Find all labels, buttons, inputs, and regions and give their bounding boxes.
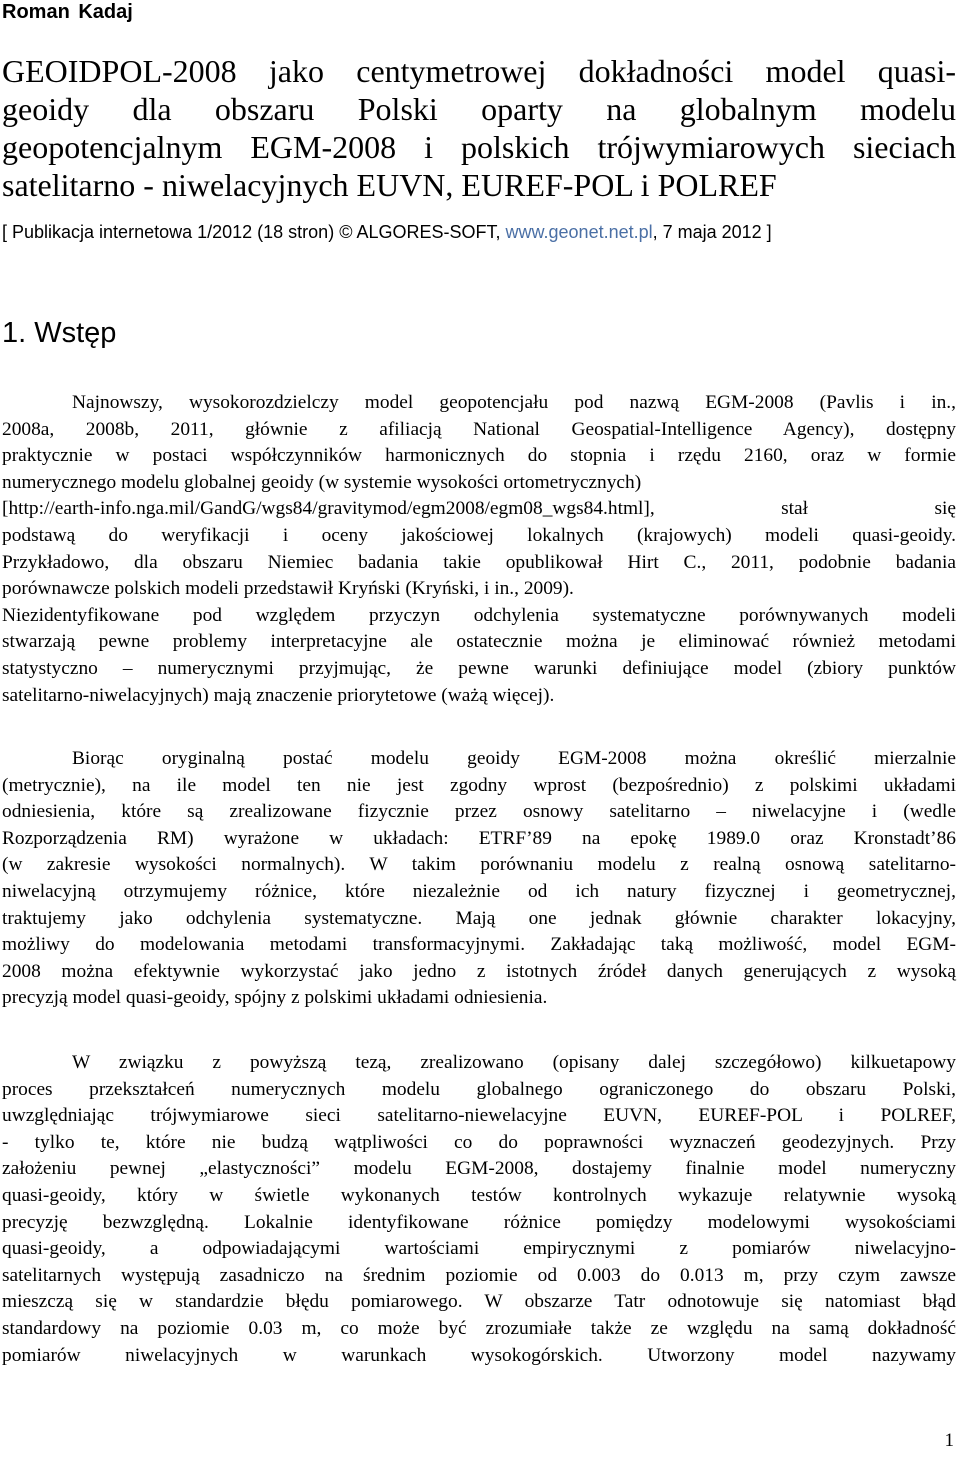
publication-date: , 7 maja 2012 ] bbox=[652, 222, 772, 242]
publication-prefix: [ Publikacja internetowa 1/2012 (18 stron) bbox=[2, 222, 340, 242]
text-line: traktujemy jako odchylenia systematyczne. Mają one jednak głównie charakter lokacyjny, bbox=[2, 907, 956, 929]
egm-link-line[interactable]: [http://earth-info.nga.mil/GandG/wgs84/gravitymod/egm2008/egm08_wgs84.html], stał się bbox=[2, 498, 956, 520]
text-line: Rozporządzenia RM) wyrażone w układach: ETRF’89 na epokę 1989.0 oraz Kronstadt’86 bbox=[2, 827, 956, 849]
website-link[interactable]: www.geonet.net.pl bbox=[505, 222, 653, 242]
text-line: precyzję bezwzględną. Lokalnie identyfikowane różnice pomiędzy modelowymi wysokościami bbox=[2, 1211, 956, 1233]
text-line: Biorąc oryginalną postać modelu geoidy EGM-2008 można określić mierzalnie bbox=[72, 748, 956, 769]
text-line: pomiarów niwelacyjnych w warunkach wysokogórskich. Utworzony model nazywamy bbox=[2, 1344, 956, 1366]
text-line: niwelacyjną otrzymujemy różnice, które niezależnie od ich natury fizycznej i geometrycznej, bbox=[2, 880, 956, 902]
author-name: Roman Kadaj bbox=[2, 1, 133, 23]
text-line: (w zakresie wysokości normalnych). W takim porównaniu modelu z realną osnową satelitarno- bbox=[2, 854, 956, 876]
text-line: - tylko te, które nie budzą wątpliwości co do poprawności wyznaczeń geodezyjnych. Przy bbox=[2, 1131, 956, 1153]
text-line: podstawą do weryfikacji i oceny jakościowej lokalnych (krajowych) modeli quasi-geoidy. bbox=[2, 524, 956, 546]
paragraph-results bbox=[2, 1050, 956, 1369]
text-line: satelitarnych występują zasadniczo na średnim poziomie od 0.003 do 0.013 m, przy czym zawsze bbox=[2, 1264, 956, 1286]
text-line: quasi-geoidy, który w świetle wykonanych testów kontrolnych wykazuje relatywnie wysoką bbox=[2, 1184, 956, 1206]
text-line: proces przekształceń numerycznych modelu globalnego ograniczonego do obszaru Polski, bbox=[2, 1078, 956, 1100]
text-line: porównawcze polskich modeli przedstawił Kryński (Kryński, i in., 2009). bbox=[2, 578, 574, 600]
copyright-icon: © bbox=[339, 222, 353, 242]
text-line: Najnowszy, wysokorozdzielczy model geopotencjału pod nazwą EGM-2008 (Pavlis i in., bbox=[72, 392, 956, 413]
text-line: uwzględniając trójwymiarowe sieci satelitarno-niewelacyjne EUVN, EUREF-POL i POLREF, bbox=[2, 1105, 956, 1127]
title-line: geopotencjalnym EGM-2008 i polskich trójwymiarowych sieciach bbox=[2, 129, 956, 165]
publication-info bbox=[2, 220, 772, 244]
section-heading: 1. Wstęp bbox=[2, 317, 117, 349]
text-line: Niezidentyfikowane pod względem przyczyn odchylenia systematyczne porównywanych modeli bbox=[2, 604, 956, 626]
text-line: quasi-geoidy, a odpowiadającymi wartościami empirycznymi z pomiarów niwelacyjno- bbox=[2, 1238, 956, 1260]
text-line: W związku z powyższą tezą, zrealizowano (opisany dalej szczegółowo) kilkuetapowy bbox=[72, 1052, 956, 1073]
publisher-name: ALGORES-SOFT, bbox=[352, 222, 506, 242]
text-line: odniesienia, które są zrealizowane fizycznie przez osnowy satelitarno – niwelacyjne i (wedle bbox=[2, 801, 956, 823]
text-line: 2008a, 2008b, 2011, głównie z afiliacją National Geospatial-Intelligence Agency), dostępny bbox=[2, 418, 956, 440]
text-line: Przykładowo, dla obszaru Niemiec badania takie opublikował Hirt C., 2011, podobnie badania bbox=[2, 551, 956, 573]
text-line: satelitarno-niwelacyjnych) mają znaczenie priorytetowe (ważą więcej). bbox=[2, 684, 555, 706]
title-line: geoidy dla obszaru Polski oparty na globalnym modelu bbox=[2, 91, 956, 127]
text-line: standardowy na poziomie 0.03 m, co może być zrozumiałe także ze względu na samą dokładność bbox=[2, 1317, 956, 1339]
title-line: GEOIDPOL-2008 jako centymetrowej dokładności model quasi- bbox=[2, 53, 956, 89]
document-title bbox=[2, 52, 956, 204]
title-line: satelitarno - niwelacyjnych EUVN, EUREF-POL i POLREF bbox=[2, 167, 777, 203]
text-line: numerycznego modelu globalnej geoidy (w systemie wysokości ortometrycznych) bbox=[2, 471, 642, 493]
text-line: precyzją model quasi-geoidy, spójny z polskimi układami odniesienia. bbox=[2, 987, 548, 1009]
text-line: statystyczno – numerycznymi przyjmując, że pewne warunki definiujące model (zbiory punktów bbox=[2, 657, 956, 679]
paragraph-intro bbox=[2, 390, 956, 709]
text-line: stwarzają pewne problemy interpretacyjne ale ostatecznie można je eliminować również metodami bbox=[2, 631, 956, 653]
text-line: 2008 można efektywnie wykorzystać jako jedno z istotnych źródeł danych generujących z wysoką bbox=[2, 960, 956, 982]
text-line: założeniu pewnej „elastyczności” modelu EGM-2008, dostajemy finalnie model numeryczny bbox=[2, 1158, 956, 1180]
text-line: (metrycznie), na ile model ten nie jest zgodny wprost (bezpośrednio) z polskimi układami bbox=[2, 774, 956, 796]
text-line: możliwy do modelowania metodami transformacyjnymi. Zakładając taką możliwość, model EGM- bbox=[2, 934, 956, 956]
text-line: mieszczą się w standardzie błędu pomiarowego. W obszarze Tatr odnotowuje się natomiast błąd bbox=[2, 1291, 956, 1313]
text-line: praktycznie w postaci współczynników harmonicznych do stopnia i rzędu 2160, oraz w formie bbox=[2, 445, 956, 467]
paragraph-egm-comparison bbox=[2, 746, 956, 1012]
page-number: 1 bbox=[944, 1430, 954, 1451]
